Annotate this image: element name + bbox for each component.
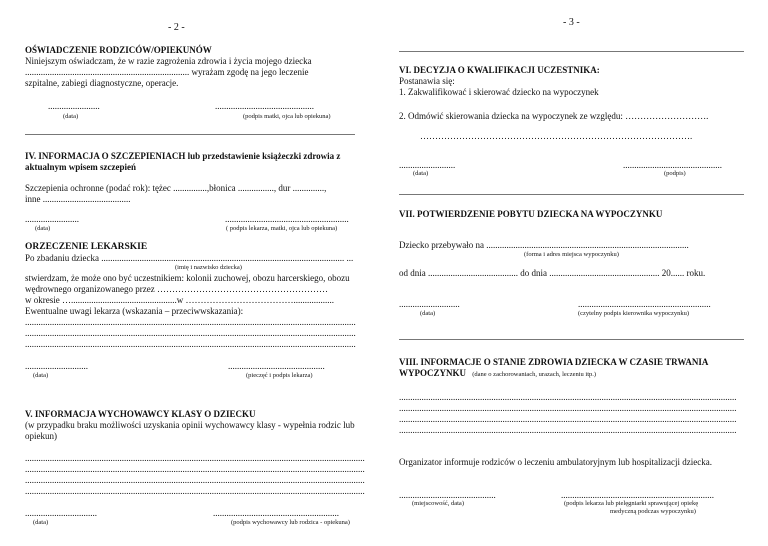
health-info-line[interactable]: ...................................................................................................................................................... xyxy=(399,425,737,435)
medical-title: ORZECZENIE LEKARSKIE xyxy=(25,242,148,252)
decision-date-label: (data) xyxy=(413,170,429,177)
health-info-line[interactable]: ...................................................................................................................................................... xyxy=(399,403,737,413)
health-place-label: (miejscowość, data) xyxy=(412,500,464,507)
decision-title: VI. DECYZJA O KWALIFIKACJI UCZESTNIKA: xyxy=(399,65,600,75)
vaccination-date-field[interactable]: ........................ xyxy=(25,214,79,224)
decision-reason-line[interactable]: ………………………………………………………………………………. xyxy=(420,131,693,141)
teacher-signature-field[interactable]: ........................................................ xyxy=(213,508,339,518)
medical-remarks-line[interactable]: ................................................................................................................................................... xyxy=(25,339,356,349)
teacher-info-line[interactable]: ....................................................................................................................................................... xyxy=(25,464,365,474)
vaccination-other-line[interactable]: inne ....................................... xyxy=(25,194,131,204)
health-info-line[interactable]: ...................................................................................................................................................... xyxy=(399,392,737,402)
medical-signature-field[interactable]: ........................................... xyxy=(228,361,325,371)
divider xyxy=(25,134,355,135)
medical-remarks-line[interactable]: ................................................................................................................................................... xyxy=(25,317,356,327)
teacher-signature-label: (podpis wychowawcy lub rodzica - opiekuna) xyxy=(231,519,350,526)
teacher-date-field[interactable]: ................................ xyxy=(25,508,97,518)
decision-option-qualify[interactable]: 1. Zakwalifikować i skierować dziecko na wypoczynek xyxy=(399,87,599,97)
vaccination-signature-field[interactable]: ....................................................... xyxy=(225,214,349,224)
health-title-note: (dane o zachorowaniach, urazach, leczeniu itp.) xyxy=(472,371,597,378)
teacher-note-line-2: opiekun) xyxy=(25,431,57,441)
stay-title: VII. POTWIERDZENIE POBYTU DZIECKA NA WYPOCZYNKU xyxy=(399,209,663,219)
divider xyxy=(399,194,744,195)
declaration-line-3: szpitalne, zabiegi diagnostyczne, operacje. xyxy=(25,78,179,88)
stay-date-field[interactable]: ........................... xyxy=(399,299,460,309)
health-title: VIII. INFORMACJE O STANIE ZDROWIA DZIECKA W CZASIE TRWANIA xyxy=(399,357,709,367)
declaration-date-label: (data) xyxy=(63,113,79,120)
decision-signature-label: (podpis) xyxy=(664,170,686,177)
stay-signature-label: (czytelny podpis kierownika wypoczynku) xyxy=(578,310,690,317)
health-signature-field[interactable]: .................................................................... xyxy=(561,490,714,500)
stay-dates-line[interactable]: od dnia ........................................ do dnia ................................................. 20...... roku. xyxy=(399,268,706,278)
stay-date-label: (data) xyxy=(420,310,436,317)
declaration-signature-label: (podpis matki, ojca lub opiekuna) xyxy=(243,113,331,120)
medical-line-4[interactable]: w okresie …...............................................w ……………………………….................. xyxy=(25,295,334,305)
health-place-field[interactable]: ........................................... xyxy=(399,490,496,500)
teacher-note-line-1: (w przypadku braku możliwości uzyskania opinii wychowawcy klasy - wypełnia rodzic lub xyxy=(25,420,355,430)
health-signature-label-2: medyczną podczas wypoczynku) xyxy=(610,508,696,515)
stay-place-line[interactable]: Dziecko przebywało na .......................................................................................... xyxy=(399,240,689,250)
declaration-signature-field[interactable]: ............................................ xyxy=(215,101,314,111)
stay-signature-field[interactable]: ........................................................... xyxy=(578,299,711,309)
medical-line-3[interactable]: wędrownego organizowanego przez ………………………………………………… xyxy=(25,284,329,294)
teacher-date-label: (data) xyxy=(33,519,49,526)
medical-child-name-line[interactable]: Po zbadaniu dziecka ............................................................................................................ ... xyxy=(25,253,354,263)
health-signature-label-1: (podpis lekarza lub pielęgniarki sprawującej opiekę xyxy=(564,500,699,507)
decision-intro: Postanawia się: xyxy=(399,76,455,86)
vaccination-title: IV. INFORMACJA O SZCZEPIENIACH lub przedstawienie książeczki zdrowia z xyxy=(25,151,341,161)
declaration-date-field[interactable]: ....................... xyxy=(48,101,100,111)
health-title-word: WYPOCZYNKU xyxy=(399,368,466,378)
vaccination-date-label: (data) xyxy=(35,225,51,232)
page-number-left: - 2 - xyxy=(168,22,185,33)
vaccination-signature-label: ( podpis lekarza, matki, ojca lub opiekuna) xyxy=(226,225,338,232)
teacher-info-line[interactable]: ....................................................................................................................................................... xyxy=(25,486,365,496)
medical-child-name-label: (imię i nazwisko dziecka) xyxy=(175,264,242,271)
teacher-info-line[interactable]: ....................................................................................................................................................... xyxy=(25,453,365,463)
stay-place-label: (forma i adres miejsca wypoczynku) xyxy=(524,251,619,258)
divider xyxy=(399,339,744,340)
declaration-line-1: Niniejszym oświadczam, że w razie zagrożenia zdrowia i życia mojego dziecka xyxy=(25,56,312,66)
page-number-right: - 3 - xyxy=(563,17,580,28)
teacher-info-line[interactable]: ....................................................................................................................................................... xyxy=(25,475,365,485)
declaration-title: OŚWIADCZENIE RODZICÓW/OPIEKUNÓW xyxy=(25,45,212,55)
medical-date-field[interactable]: ............................ xyxy=(25,361,88,371)
decision-date-field[interactable]: ......................... xyxy=(399,160,456,170)
decision-signature-field[interactable]: ............................................ xyxy=(623,160,722,170)
organizer-note: Organizator informuje rodziców o leczeniu ambulatoryjnym lub hospitalizacji dziecka. xyxy=(399,457,712,467)
divider xyxy=(399,51,744,52)
medical-remarks-label: Ewentualne uwagi lekarza (wskazania – przeciwwskazania): xyxy=(25,306,244,316)
teacher-title: V. INFORMACJA WYCHOWAWCY KLASY O DZIECKU xyxy=(25,409,256,419)
medical-signature-label: (pieczęć i podpis lekarza) xyxy=(246,372,313,379)
vaccination-years-line[interactable]: Szczepienia ochronne (podać rok): tężec ...............,błonica ................, dur .............., xyxy=(25,183,327,193)
decision-option-refuse[interactable]: 2. Odmówić skierowania dziecka na wypoczynek ze względu: ………………………. xyxy=(399,111,709,121)
medical-date-label: (data) xyxy=(33,372,49,379)
health-info-line[interactable]: ...................................................................................................................................................... xyxy=(399,414,737,424)
health-title-line-2 xyxy=(399,368,596,379)
medical-remarks-line[interactable]: ................................................................................................................................................... xyxy=(25,328,356,338)
medical-line-2: stwierdzam, że może ono być uczestnikiem: kolonii zuchowej, obozu harcerskiego, obozu xyxy=(25,273,350,283)
declaration-line-2[interactable]: ......................................................................... wyrażam zgodę na jego leczenie xyxy=(25,67,309,77)
vaccination-title-line-2: aktualnym wpisem szczepień xyxy=(25,162,136,172)
